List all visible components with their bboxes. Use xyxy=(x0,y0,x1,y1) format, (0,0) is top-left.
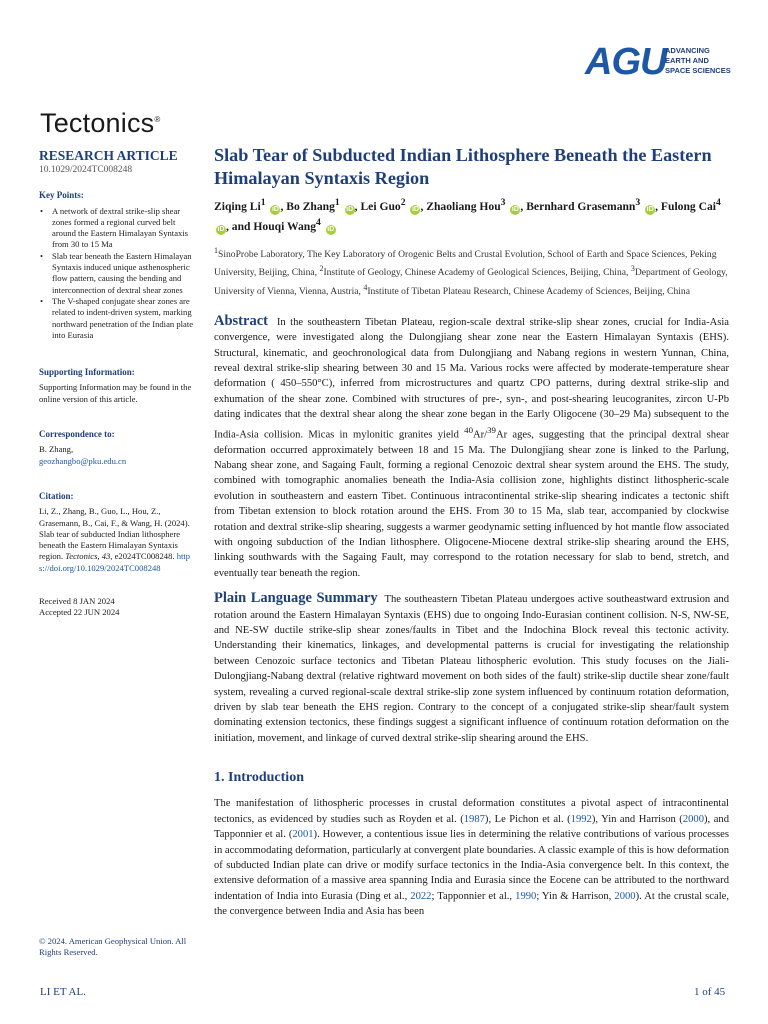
article-title: Slab Tear of Subducted Indian Lithosphere Beneath the Eastern Himalayan Syntaxis Region xyxy=(214,145,712,188)
intro-text: ), Le Pichon et al. ( xyxy=(484,813,571,825)
dates-section xyxy=(39,596,199,619)
citation-doi-link[interactable]: https://doi.org/10.1029/2024TC008248 xyxy=(39,551,191,573)
correspondence-section xyxy=(39,429,199,467)
author-affiliation: 2 xyxy=(400,197,406,208)
citation-heading: Citation: xyxy=(39,490,74,501)
accepted-date: Accepted 22 JUN 2024 xyxy=(39,607,120,618)
citation-id: e2024TC008248. xyxy=(114,551,175,562)
author-affiliation: 3 xyxy=(635,197,641,208)
author-name: Ziqing Li xyxy=(214,199,261,213)
author-list: Ziqing Li$^1$ iD , Bo Zhang$^1$ iD , Lei Guo$^2$ iD , Zhaoliang Hou$^3$ iD , Bernhard Grasemann$^3$ iD , Fulong Cai$^4$ iD , and Houqi Wang$^4$ iD xyxy=(214,197,721,233)
key-point: • The V-shaped conjugate shear zones are related to indent-driven system, marking northward penetration of the Indian plate into Eurasia xyxy=(39,296,199,341)
citation-link[interactable]: 2000 xyxy=(614,890,636,902)
pls-text: The southeastern Tibetan Plateau undergoes active southeastward extrusion and rotation around the Eastern Himalayan Syntaxis (EHS) due to ongoing Indo-Eurasian continent collision. N-S, NW-SE, and NE-SW ductile strike-slip shear zones/faults in Tibet and the Indochina Block reveal this tectonic activity. Understanding their kinematics, linkages, and developmental patterns is crucial for investigating the relationship between Cenozoic surface tectonics and Tibetan Plateau lithospheric evolution. This study focuses on the Jiali-Dulongjiang-Nabang dextral (relative rightward movement on both sides of the fault) strike-slip ductile shear zone/fault system, revealing a curved regional-scale dextral strike-slip zone system influenced by continuum rotation deformation, driven by slab tear beneath the EHS region. Contrary to the concept of a conjugated strike-slip shear/fault system dominating extension tectonics, these findings suggest a significant influence of continuum rotation deformation on the initiation, movement, and linkage of curved dextral strike-slip shearing around the EHS. xyxy=(214,594,729,744)
intro-text: ), and Tapponnier et al. ( xyxy=(214,813,729,841)
copyright: © 2024. American Geophysical Union. All Rights Reserved. xyxy=(39,936,187,958)
key-points-section xyxy=(39,190,199,341)
footer-authors: LI ET AL. xyxy=(40,986,86,998)
supporting-text: Supporting Information may be found in the online version of this article. xyxy=(39,382,192,404)
intro-text: ; Yin & Harrison, xyxy=(536,890,615,902)
sidebar xyxy=(39,148,199,619)
orcid-icon[interactable]: iD xyxy=(646,205,654,213)
orcid-icon[interactable]: iD xyxy=(411,205,419,213)
correspondence-name: B. Zhang, xyxy=(39,444,74,455)
affiliation-text: Institute of Geology, Chinese Academy of Geological Sciences, Beijing, China, xyxy=(323,267,631,279)
author[interactable] xyxy=(214,197,266,213)
affiliation-number: 1 xyxy=(214,245,218,255)
article-type: RESEARCH ARTICLE xyxy=(39,148,178,163)
intro-text: ), Yin and Harrison ( xyxy=(591,813,683,825)
citation-link[interactable]: 1990 xyxy=(515,890,537,902)
affiliation-text: Department of Geology, University of Vienna, Vienna, Austria, xyxy=(214,267,728,298)
author[interactable] xyxy=(360,197,406,213)
intro-text: ). At the crustal scale, the convergence between India and Asia has been xyxy=(214,890,730,918)
author-name: Fulong Cai xyxy=(660,199,717,213)
agu-logo xyxy=(585,41,735,83)
introduction-heading: 1. Introduction xyxy=(214,770,304,786)
abstract-heading: Abstract xyxy=(214,312,268,329)
received-date: Received 8 JAN 2024 xyxy=(39,596,115,607)
supporting-section xyxy=(39,367,199,405)
citation-journal: Tectonics, 43, xyxy=(65,551,113,562)
citation-link[interactable]: 2000 xyxy=(682,813,705,825)
citation-link[interactable]: 1987 xyxy=(463,813,485,825)
affiliation-number: 2 xyxy=(319,264,324,274)
abstract-text: In the southeastern Tibetan Plateau, region-scale dextral strike-slip shear zones, crucial for India-Asia convergence, were investigated along the Dulongjiang shear zone near the Eastern Himalayan Syntaxis (EHS). Structural, kinematic, and geochronological data from Dulongjiang and Nabang regions in western Yunnan, China, reveal dextral strike-slip shearing between 30 and 15 Ma. Various rocks were affected by moderate-temperature shear deformation ( 450–550°C), inferred from microstructures and quartz CPO patterns, during dextral strike-slip and exhumation of the shear zone. Combined with structures of pre-, syn-, and post-shearing leucogranites, zircon U-Pb dating indicates that the dextral shear along the shear zone began in the Early Oligocene (30–29 Ma) subsequent to the India-Asia collision. Micas in mylonitic granites yield xyxy=(214,316,730,441)
registered-mark: ® xyxy=(154,115,161,124)
author-affiliation: 3 xyxy=(500,197,506,208)
author-name: and Houqi Wang xyxy=(231,219,317,233)
journal-title xyxy=(40,108,160,139)
orcid-icon[interactable]: iD xyxy=(327,225,335,233)
citation-text xyxy=(39,506,199,574)
abstract-text: ages, suggesting that the principal dextral shear deformation occurred approximately between 18 and 15 Ma. The Dulongjiang shear zone is linked to the Parlung, Nabang shear zone, and Sagaing Fault, forming a regional Cenozoic dextral shear system around the EHS. The study, combined with tomographic anomalies beneath the India-Asia collision zone, highlights distinct lithospheric-scale evolution in southeastern and eastern Tibet. Continuous intracontinental strike-slip shearing indicates a tectonic shift from Tibetan extension to block rotation around the EHS. From 30 to 15 Ma, slab tear, accompanied by clockwise rotation and dextral strike-slip shearing, suggests a warmer geodynamic setting influenced by hot mantle flow associated with ongoing subduction of the Indian lithosphere. Oligocene-Miocene dextral strike-slip shearing around the EHS, linking southwards with the Sagaing Fault, may correspond to the rotation necessary for slab to bend, stretch, and eventually tear beneath the region. xyxy=(214,429,730,579)
intro-text: ; Tapponnier et al., xyxy=(431,890,516,902)
citation-body: Li, Z., Zhang, B., Guo, L., Hou, Z., Grasemann, B., Cai, F., & Wang, H. (2024). Slab tear of subducted Indian lithosphere beneath the Eastern Himalayan Syntaxis region. xyxy=(39,506,190,562)
correspondence-heading: Correspondence to: xyxy=(39,429,115,440)
citation-section xyxy=(39,491,199,574)
page-number: 1 of 45 xyxy=(694,986,726,998)
agu-tagline: ADVANCING EARTH AND SPACE SCIENCES xyxy=(665,46,731,75)
author-name: Lei Guo xyxy=(360,199,401,213)
key-points-list xyxy=(39,206,199,342)
abstract xyxy=(214,314,729,581)
key-point: • A network of dextral strike-slip shear zones formed a regional curved belt around the Eastern Himalayan Syntaxis from 30 to 15 Ma xyxy=(39,206,199,251)
orcid-icon[interactable]: iD xyxy=(271,205,279,213)
plain-language-summary xyxy=(214,591,729,746)
author[interactable] xyxy=(526,197,641,213)
isotope-text: Ar xyxy=(495,429,508,441)
orcid-icon[interactable]: iD xyxy=(217,225,225,233)
pls-heading: Plain Language Summary xyxy=(214,590,378,607)
orcid-icon[interactable]: iD xyxy=(511,205,519,213)
affiliation-number: 4 xyxy=(363,283,368,293)
key-point: • Slab tear beneath the Eastern Himalayan Syntaxis induced unique asthenospheric flow pattern, causing the bending and interconnection of dextral shear zones xyxy=(39,251,199,296)
affiliation-number: 3 xyxy=(630,264,635,274)
author[interactable] xyxy=(660,197,721,213)
affiliations xyxy=(214,244,729,300)
citation-link[interactable]: 1992 xyxy=(570,813,592,825)
main-column xyxy=(214,144,729,920)
author-affiliation: 4 xyxy=(716,197,721,208)
correspondence-email[interactable]: geozhangbo@pku.edu.cn xyxy=(39,455,127,466)
author-name: Bo Zhang xyxy=(286,199,335,213)
journal-name: Tectonics xyxy=(40,108,155,138)
citation-link[interactable]: 2001 xyxy=(292,829,314,841)
author[interactable] xyxy=(426,197,506,213)
author-affiliation: 1 xyxy=(260,197,266,208)
author[interactable] xyxy=(286,197,340,213)
author-name: Bernhard Grasemann xyxy=(526,199,636,213)
introduction-text xyxy=(214,796,729,919)
affiliation-text: SinoProbe Laboratory, The Key Laboratory of Orogenic Belts and Crustal Evolution, School of Earth and Space Sciences, Peking University, Beijing, China, xyxy=(214,248,717,279)
intro-text: The manifestation of lithospheric processes in crustal deformation constitutes a pivotal aspect of intracontinental tectonics, as evidenced by studies such as Royden et al. ( xyxy=(214,798,729,825)
key-points-heading: Key Points: xyxy=(39,190,84,201)
supporting-heading: Supporting Information: xyxy=(39,367,135,378)
doi: 10.1029/2024TC008248 xyxy=(39,165,133,175)
isotope-superscript: 40 xyxy=(464,424,473,435)
author[interactable] xyxy=(231,216,321,233)
agu-logo-mark: AGU xyxy=(585,41,667,83)
author-name: Zhaoliang Hou xyxy=(426,199,501,213)
author-affiliation: 1 xyxy=(334,197,340,208)
affiliation-text: Institute of Tibetan Plateau Research, Chinese Academy of Sciences, Beijing, China xyxy=(367,286,690,298)
author-affiliation: 4 xyxy=(316,216,321,228)
intro-text: ). However, a contentious issue lies in determining the relative contributions of various processes in accommodating deformation, particularly at convergent plate boundaries. A classic example of this is how deformation of subducted Indian plate can drive or modify surface tectonics in the India-Asia convergence belt. In this context, the extensive deformation of a massive area spanning India and Eurasia since the Eocene can be attributed to the northward indentation of India into Eurasia (Ding et al., xyxy=(214,829,729,902)
isotope-text: Ar/ xyxy=(472,429,488,441)
isotope-superscript: 39 xyxy=(487,424,496,435)
citation-link[interactable]: 2022 xyxy=(410,890,432,902)
orcid-icon[interactable]: iD xyxy=(346,205,354,213)
